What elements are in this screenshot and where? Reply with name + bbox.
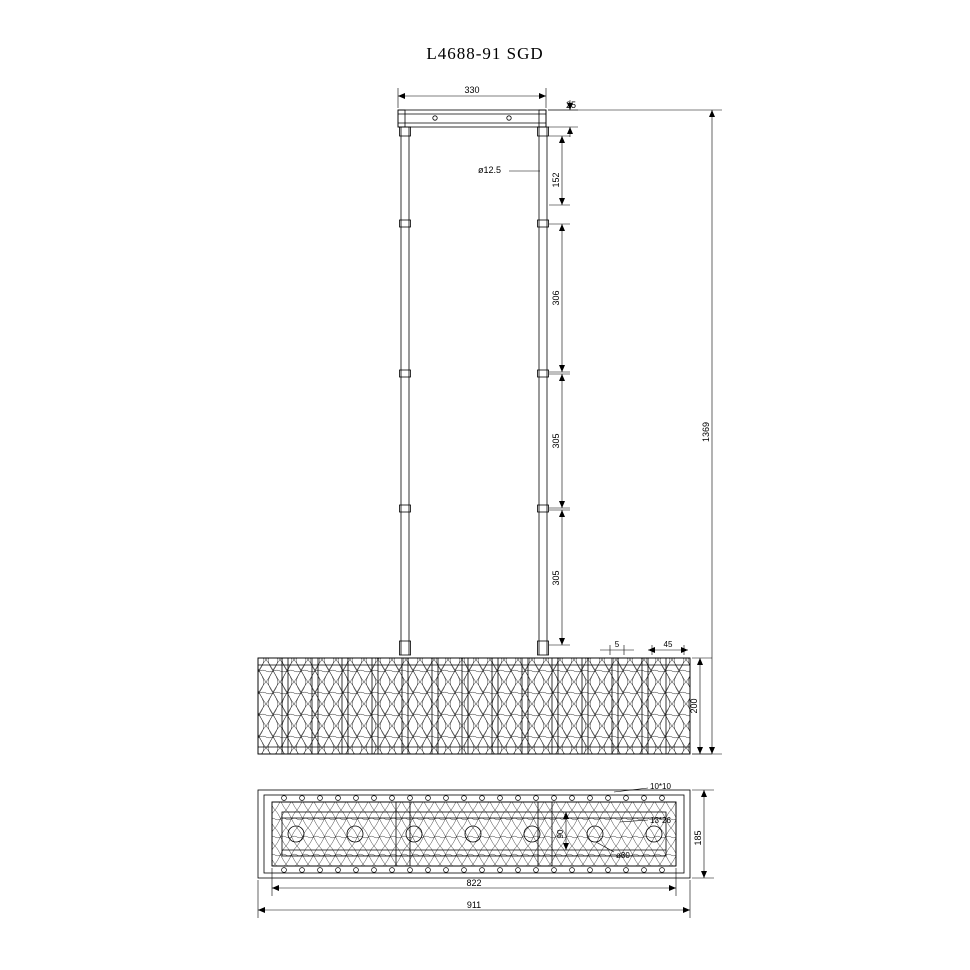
plan-view [258, 790, 690, 878]
dim-plan-inner-width: 822 [466, 878, 482, 888]
dim-overall-height: 1369 [701, 421, 711, 443]
page-title: L4688-91 SGD [426, 44, 544, 63]
dim-socket-diameter: ø30 [616, 851, 630, 860]
dim-rod-segment-4: 305 [551, 570, 561, 586]
shade-front [258, 658, 690, 754]
dim-shade-height: 200 [689, 698, 699, 714]
dim-rod-diameter: ø12.5 [477, 165, 501, 175]
canopy [398, 110, 546, 127]
dim-canopy-width: 330 [464, 85, 480, 95]
dim-rod-segment-2: 306 [551, 290, 561, 306]
dim-crystal-size: 10*10 [650, 782, 671, 791]
dim-shade-detail-offset: 45 [663, 640, 673, 649]
dim-crystal-size-2: 13*26 [650, 816, 671, 825]
suspension-rod-left [400, 127, 411, 655]
dim-plan-inner-depth: 90 [556, 829, 565, 839]
dimension-lines [258, 88, 722, 918]
dim-canopy-thickness: 25 [566, 100, 577, 110]
dim-shade-detail-small: 5 [614, 640, 620, 649]
suspension-rod-right [538, 127, 549, 655]
dimension-labels [464, 85, 711, 910]
dim-rod-segment-top: 152 [551, 172, 561, 188]
dim-plan-height: 185 [693, 830, 703, 846]
dim-rod-segment-3: 305 [551, 433, 561, 449]
dim-plan-outer-width: 911 [466, 900, 482, 910]
